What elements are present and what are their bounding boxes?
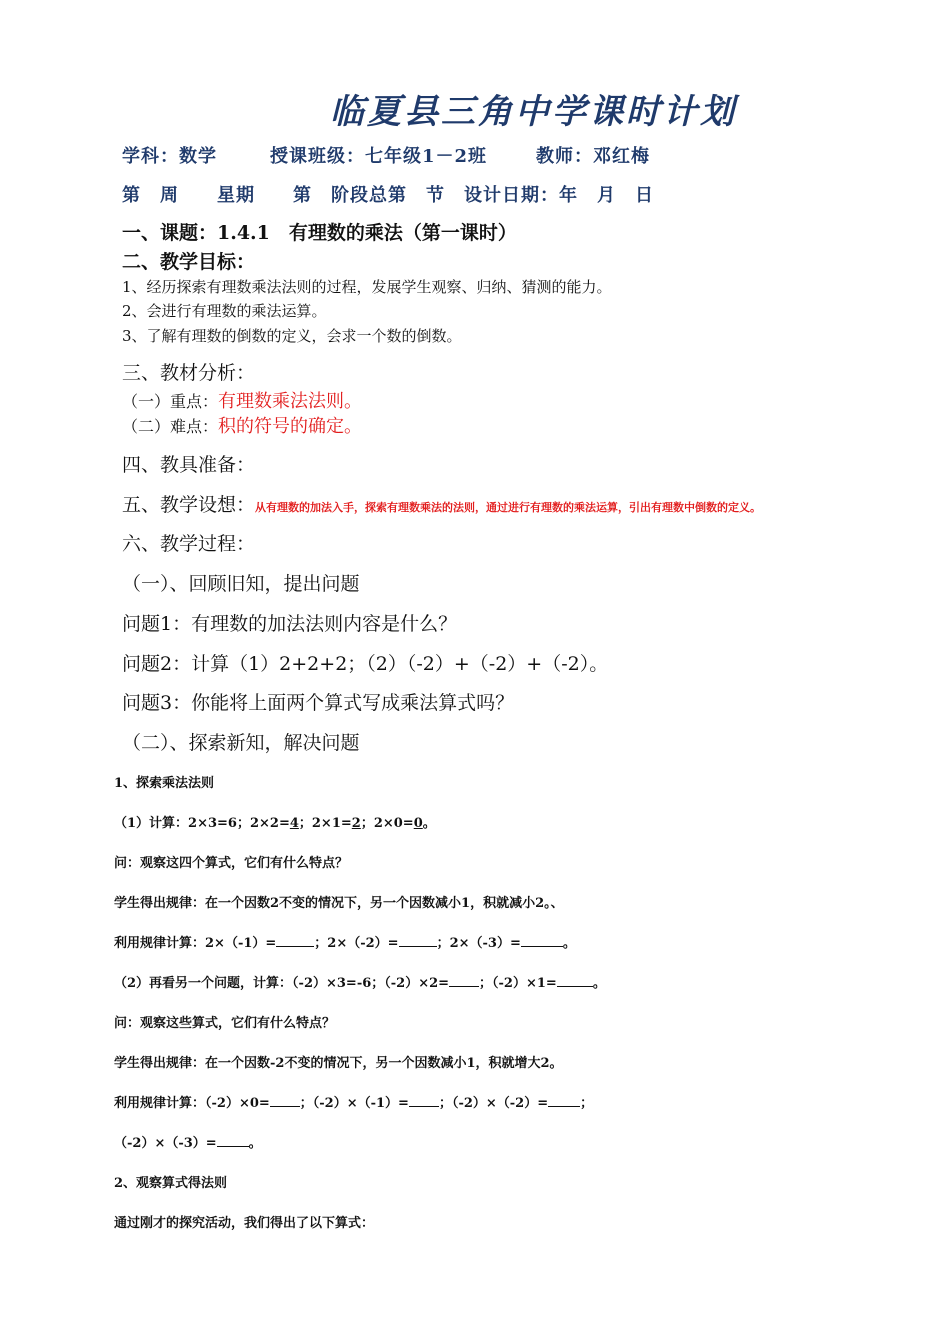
apply-text: 。 (248, 1136, 262, 1151)
design-value: 从有理数的加法入手，探索有理数乘法的法则，通过进行有理数的乘法运算，引出有理数中倒数的定义。 (255, 501, 762, 514)
apply-text: 利用规律计算：（-2）×0= (114, 1096, 270, 1111)
calc-text: （2）再看另一个问题，计算：（-2）×3=-6；（-2）×2= (114, 976, 450, 991)
tools-heading: 四、教具准备： (122, 454, 256, 476)
calc-text: 。 (422, 816, 436, 831)
apply-text: ； (580, 1096, 594, 1111)
calc-line-1 (114, 812, 436, 831)
page-title: 临夏县三角中学课时计划 (330, 92, 737, 132)
key-label: （一）重点： (122, 392, 219, 411)
answer-blank[interactable] (270, 1094, 300, 1107)
schedule-line: 第 周 星期 第 阶段总第 节 设计日期：年 月 日 (122, 185, 654, 206)
goal-item: 1、经历探索有理数乘法法则的过程，发展学生观察、归纳、猜测的能力。 (122, 278, 612, 296)
process-heading: 六、教学过程： (122, 533, 256, 555)
calc-line-2 (114, 972, 606, 991)
apply-text: ；2×（-3）= (436, 936, 521, 951)
answer-blank[interactable] (449, 974, 479, 987)
answer-blank[interactable] (217, 1134, 249, 1147)
apply-line-3 (114, 1132, 262, 1151)
goal-item: 3、了解有理数的倒数的定义，会求一个数的倒数。 (122, 327, 462, 345)
part1-heading: （一）、回顾旧知，提出问题 (122, 573, 360, 595)
difficulty-value: 积的符号的确定。 (218, 416, 363, 437)
subject-label: 学科：数学 (122, 146, 217, 167)
answer-blank[interactable] (557, 974, 593, 987)
apply-text: ；（-2）×（-1）= (299, 1096, 409, 1111)
apply-line-1 (114, 932, 576, 951)
section-2-text: 通过刚才的探究活动，我们得出了以下算式： (114, 1216, 375, 1231)
calc-answer: 2 (351, 816, 361, 831)
apply-text: ；（-2）×（-2）= (438, 1096, 549, 1111)
answer-blank[interactable] (521, 934, 563, 947)
design-label: 五、教学设想： (122, 494, 256, 516)
calc-answer: 4 (289, 816, 299, 831)
calc-text: ；2×1= (298, 816, 352, 831)
apply-text: 利用规律计算：2×（-1）= (114, 936, 277, 951)
answer-blank[interactable] (409, 1094, 439, 1107)
rule-1: 学生得出规律：在一个因数2不变的情况下，另一个因数减小1，积就减小2。、 (114, 896, 564, 911)
class-label: 授课班级：七年级1－2班 (270, 146, 488, 167)
calc-text: ；2×0= (360, 816, 414, 831)
apply-text: ；2×（-2）= (314, 936, 399, 951)
apply-text: （-2）×（-3）= (114, 1136, 217, 1151)
apply-line-2 (114, 1092, 593, 1111)
part2-heading: （二）、探索新知，解决问题 (122, 732, 360, 754)
calc-answer: 0 (413, 816, 423, 831)
calc-text: （1）计算：2×3=6；2×2= (114, 816, 290, 831)
rule-2: 学生得出规律：在一个因数-2不变的情况下，另一个因数减小1，积就增大2。 (114, 1056, 563, 1071)
design-line (122, 490, 761, 517)
answer-blank[interactable] (399, 934, 437, 947)
question-observe-1: 问：观察这四个算式，它们有什么特点？ (114, 856, 349, 871)
goals-heading: 二、教学目标： (122, 251, 256, 273)
question-2: 问题2：计算（1）2+2+2；（2）（-2）+（-2）+（-2）。 (122, 653, 609, 675)
apply-text: 。 (562, 936, 576, 951)
key-point (122, 387, 362, 413)
lesson-topic: 一、课题：1.4.1 有理数的乘法（第一课时） (122, 222, 517, 244)
calc-text: 。 (592, 976, 606, 991)
answer-blank[interactable] (548, 1094, 580, 1107)
question-observe-2: 问：观察这些算式，它们有什么特点？ (114, 1016, 336, 1031)
difficulty-point (122, 412, 362, 438)
analysis-heading: 三、教材分析： (122, 362, 256, 384)
key-value: 有理数乘法法则。 (218, 391, 363, 412)
difficulty-label: （二）难点： (122, 417, 219, 436)
answer-blank[interactable] (276, 934, 314, 947)
calc-text: ；（-2）×1= (479, 976, 557, 991)
question-1: 问题1：有理数的加法法则内容是什么？ (122, 613, 458, 635)
goal-item: 2、会进行有理数的乘法运算。 (122, 302, 327, 320)
teacher-label: 教师：邓红梅 (536, 146, 650, 167)
question-3: 问题3：你能将上面两个算式写成乘法算式吗？ (122, 692, 515, 714)
section-1-heading: 1、探索乘法法则 (114, 776, 215, 791)
section-2-heading: 2、观察算式得法则 (114, 1176, 228, 1191)
